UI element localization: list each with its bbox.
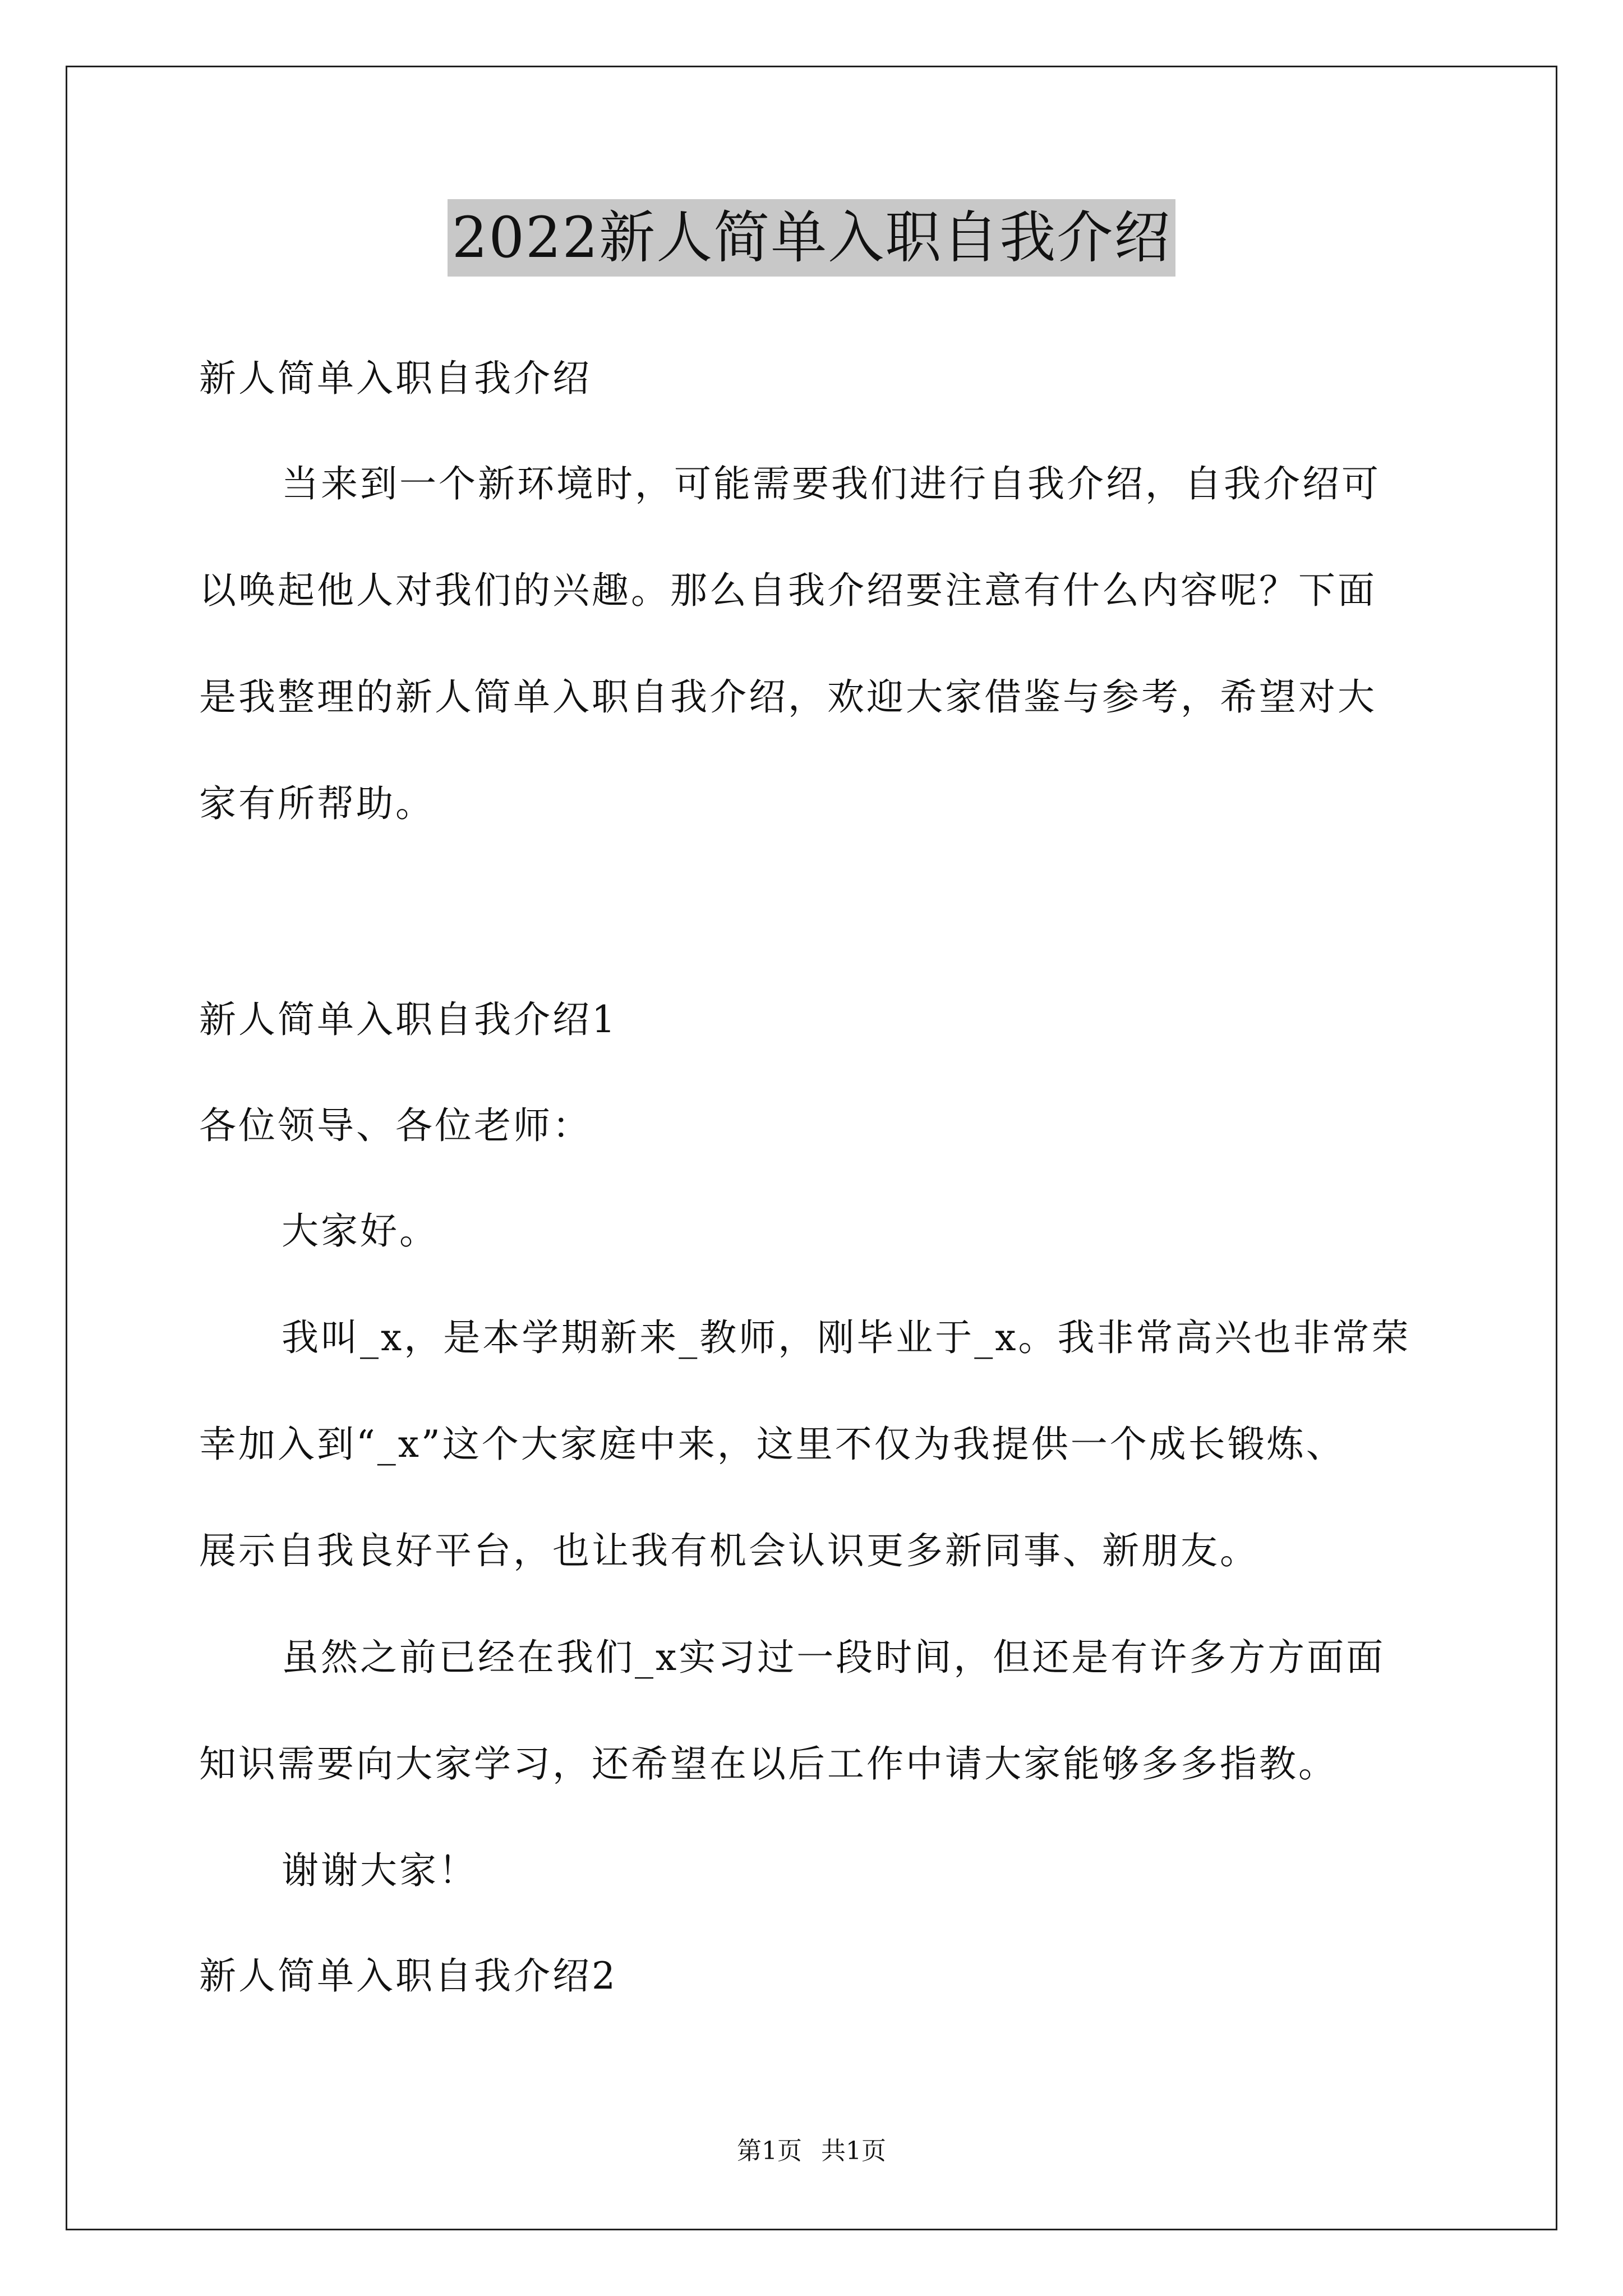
section1-para2-line-1: 虽然之前已经在我们_x实习过一段时间，但还是有许多方方面面 <box>282 1636 1386 1679</box>
intro-line-3: 是我整理的新人简单入职自我介绍，欢迎大家借鉴与参考，希望对大 <box>199 675 1377 719</box>
section1-para2-line-2: 知识需要向大家学习，还希望在以后工作中请大家能够多多指教。 <box>199 1742 1338 1786</box>
title-container <box>0 199 1623 277</box>
document-title: 2022新人简单入职自我介绍 <box>448 199 1176 277</box>
section1-greeting: 大家好。 <box>282 1209 439 1253</box>
page-footer: 第1页 共1页 <box>737 2137 886 2165</box>
section1-heading: 新人简单入职自我介绍1 <box>199 998 617 1041</box>
intro-line-2: 以唤起他人对我们的兴趣。那么自我介绍要注意有什么内容呢？下面 <box>199 569 1377 612</box>
section1-para1-line-3: 展示自我良好平台，也让我有机会认识更多新同事、新朋友。 <box>199 1529 1259 1572</box>
section1-para1-line-2: 幸加入到“_x”这个大家庭中来，这里不仅为我提供一个成长锻炼、 <box>199 1423 1345 1466</box>
intro-line-1: 当来到一个新环境时，可能需要我们进行自我介绍，自我介绍可 <box>282 462 1381 505</box>
section2-heading: 新人简单入职自我介绍2 <box>199 1954 617 1998</box>
document-heading: 新人简单入职自我介绍 <box>199 357 592 400</box>
intro-line-4: 家有所帮助。 <box>199 782 435 825</box>
section1-salutation: 各位领导、各位老师： <box>199 1104 592 1147</box>
section1-para1-line-1: 我叫_x，是本学期新来_教师，刚毕业于_x。我非常高兴也非常荣 <box>282 1316 1411 1359</box>
section1-closing: 谢谢大家！ <box>282 1849 478 1892</box>
